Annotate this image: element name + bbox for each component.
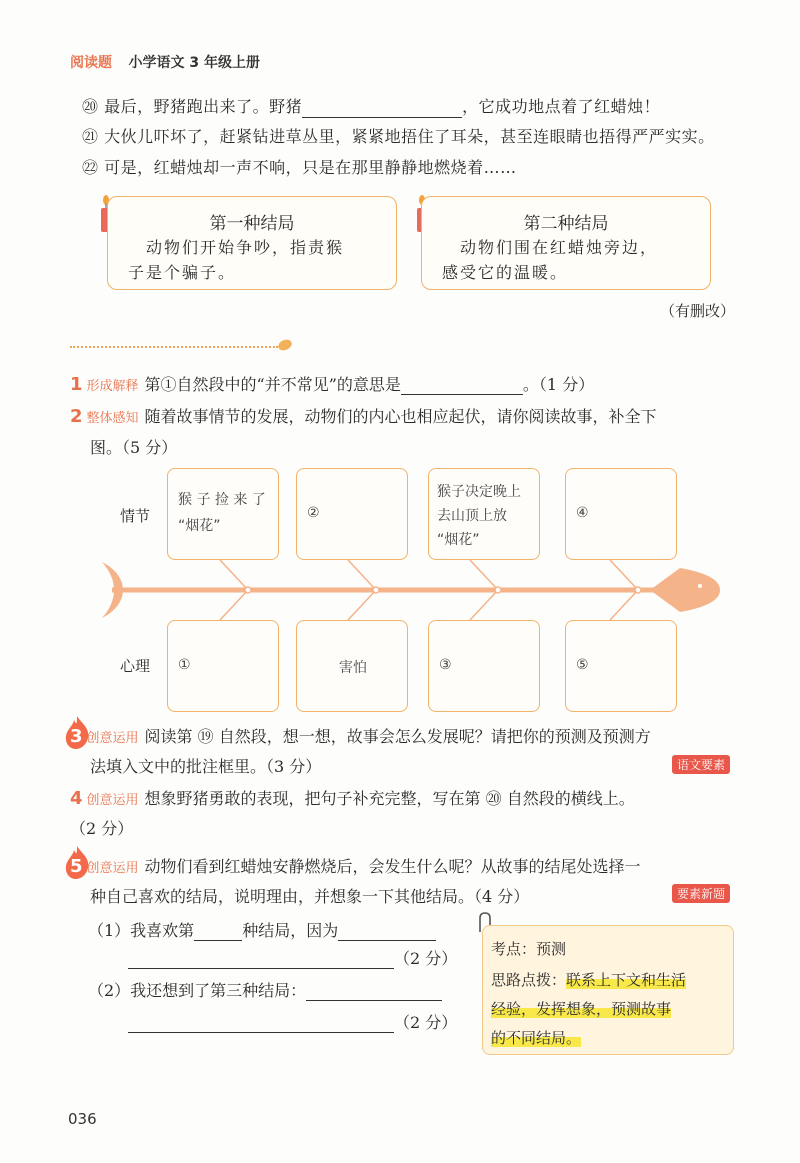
q1-score: 。（1 分） [522, 375, 595, 394]
ending-1-title: 第一种结局 [209, 214, 295, 234]
q5-answer-2: （2）我还想到了第三种结局： [88, 978, 442, 1001]
badge-language-element: 语文要素 [672, 755, 730, 774]
plot-label: 情节 [120, 507, 151, 525]
q1-text: 第①自然段中的“并不常见”的意思是 [144, 375, 401, 394]
tip-hint: 思路点拨：联系上下文和生活 经验，发挥想象，预测故事 的不同结局。 [491, 971, 687, 1047]
ending-box-1 [107, 196, 397, 290]
q3-text-line1: 阅读第 ⑲ 自然段，想一想，故事会怎么发展呢？请把你的预测及预测方 [144, 727, 651, 746]
p20-text-before: ⑳ 最后，野猪跑出来了。野猪 [82, 97, 303, 116]
q5-text-line2: 种自己喜欢的结局，说明理由，并想象一下其他结局。（4 分） [90, 887, 530, 906]
dotted-divider [70, 346, 278, 348]
mind-box-2: 害怕 [296, 620, 408, 712]
ending-1-text: 动物们开始争吵，指责猴 子是个骗子。 [128, 238, 345, 282]
leaf-icon [276, 336, 294, 352]
q5-third-ending-blank-2[interactable] [128, 1013, 394, 1033]
mind-box-4[interactable]: ⑤ [565, 620, 677, 712]
plot-box-1: 猴 子 捡 来 了 “烟花” [167, 468, 279, 560]
q4-text-line1: 想象野猪勇敢的表现，把句子补充完整，写在第 ⑳ 自然段的横线上。 [144, 789, 635, 808]
q3-number: 3 [70, 726, 83, 747]
mind-box-1[interactable]: ① [167, 620, 279, 712]
p20-text-after: ，它成功地点着了红蜡烛！ [462, 97, 661, 116]
mind-label: 心理 [120, 657, 151, 675]
question-2 [70, 404, 657, 427]
ending-2-text: 动物们围在红蜡烛旁边， 感受它的温暖。 [442, 238, 659, 282]
q5-tag: 创意运用 [86, 861, 139, 876]
q1-tag: 形成解释 [86, 379, 139, 394]
q5-answer-2-cont: （2 分） [128, 1010, 457, 1033]
mind-box-3[interactable]: ③ [428, 620, 540, 712]
p20-blank[interactable] [302, 95, 462, 118]
running-header [70, 52, 260, 72]
q5-number: 5 [70, 856, 83, 877]
q5-text-line1: 动物们看到红蜡烛安静燃烧后，会发生什么呢？从故事的结尾处选择一 [144, 857, 641, 876]
paragraph-21: ㉑ 大伙儿吓坏了，赶紧钻进草丛里，紧紧地捂住了耳朵，甚至连眼睛也捂得严严实实。 [82, 127, 715, 146]
plot-box-3: 猴子决定晚上 去山顶上放 “烟花” [428, 468, 540, 560]
ending-box-2 [421, 196, 711, 290]
paragraph-22: ㉒ 可是，红蜡烛却一声不响，只是在那里静静地燃烧着…… [82, 158, 517, 177]
q5-reason-blank-2[interactable] [128, 949, 394, 969]
q1-number: 1 [70, 374, 83, 395]
q5-answer-1: （1）我喜欢第 种结局，因为 [88, 918, 436, 941]
q4-tag: 创意运用 [86, 793, 139, 808]
badge-new-element: 要素新题 [672, 884, 730, 903]
tip-note [482, 925, 734, 1055]
q2-text-line1: 随着故事情节的发展，动物们的内心也相应起伏，请你阅读故事，补全下 [144, 407, 657, 426]
q3-text-line2: 法填入文中的批注框里。（3 分） [90, 757, 322, 776]
q4-number: 4 [70, 788, 83, 809]
q5-third-ending-blank[interactable] [306, 981, 442, 1001]
page-number: 036 [68, 1110, 97, 1128]
q2-tag: 整体感知 [86, 411, 139, 426]
plot-box-4[interactable]: ④ [565, 468, 677, 560]
q2-number: 2 [70, 406, 83, 427]
ending-2-title: 第二种结局 [523, 214, 609, 234]
question-1 [70, 372, 594, 395]
plot-box-2[interactable]: ② [296, 468, 408, 560]
question-3 [70, 724, 651, 747]
q5-answer-1-cont: （2 分） [128, 946, 457, 969]
q2-text-line2: 图。（5 分） [90, 438, 178, 457]
question-5 [70, 854, 641, 877]
q1-answer-blank[interactable] [401, 375, 523, 395]
source-note: （有删改） [660, 302, 736, 320]
paragraph-20 [82, 95, 660, 118]
q3-tag: 创意运用 [86, 731, 139, 746]
tip-point: 考点：预测 [491, 940, 567, 958]
q5-ending-number-blank[interactable] [194, 921, 242, 941]
question-4 [70, 786, 635, 809]
book-title: 小学语文 3 年级上册 [128, 55, 260, 71]
q5-reason-blank[interactable] [338, 921, 436, 941]
q4-text-line2: （2 分） [70, 819, 134, 838]
section-label: 阅读题 [70, 55, 112, 71]
fishbone-skeleton [90, 560, 720, 620]
